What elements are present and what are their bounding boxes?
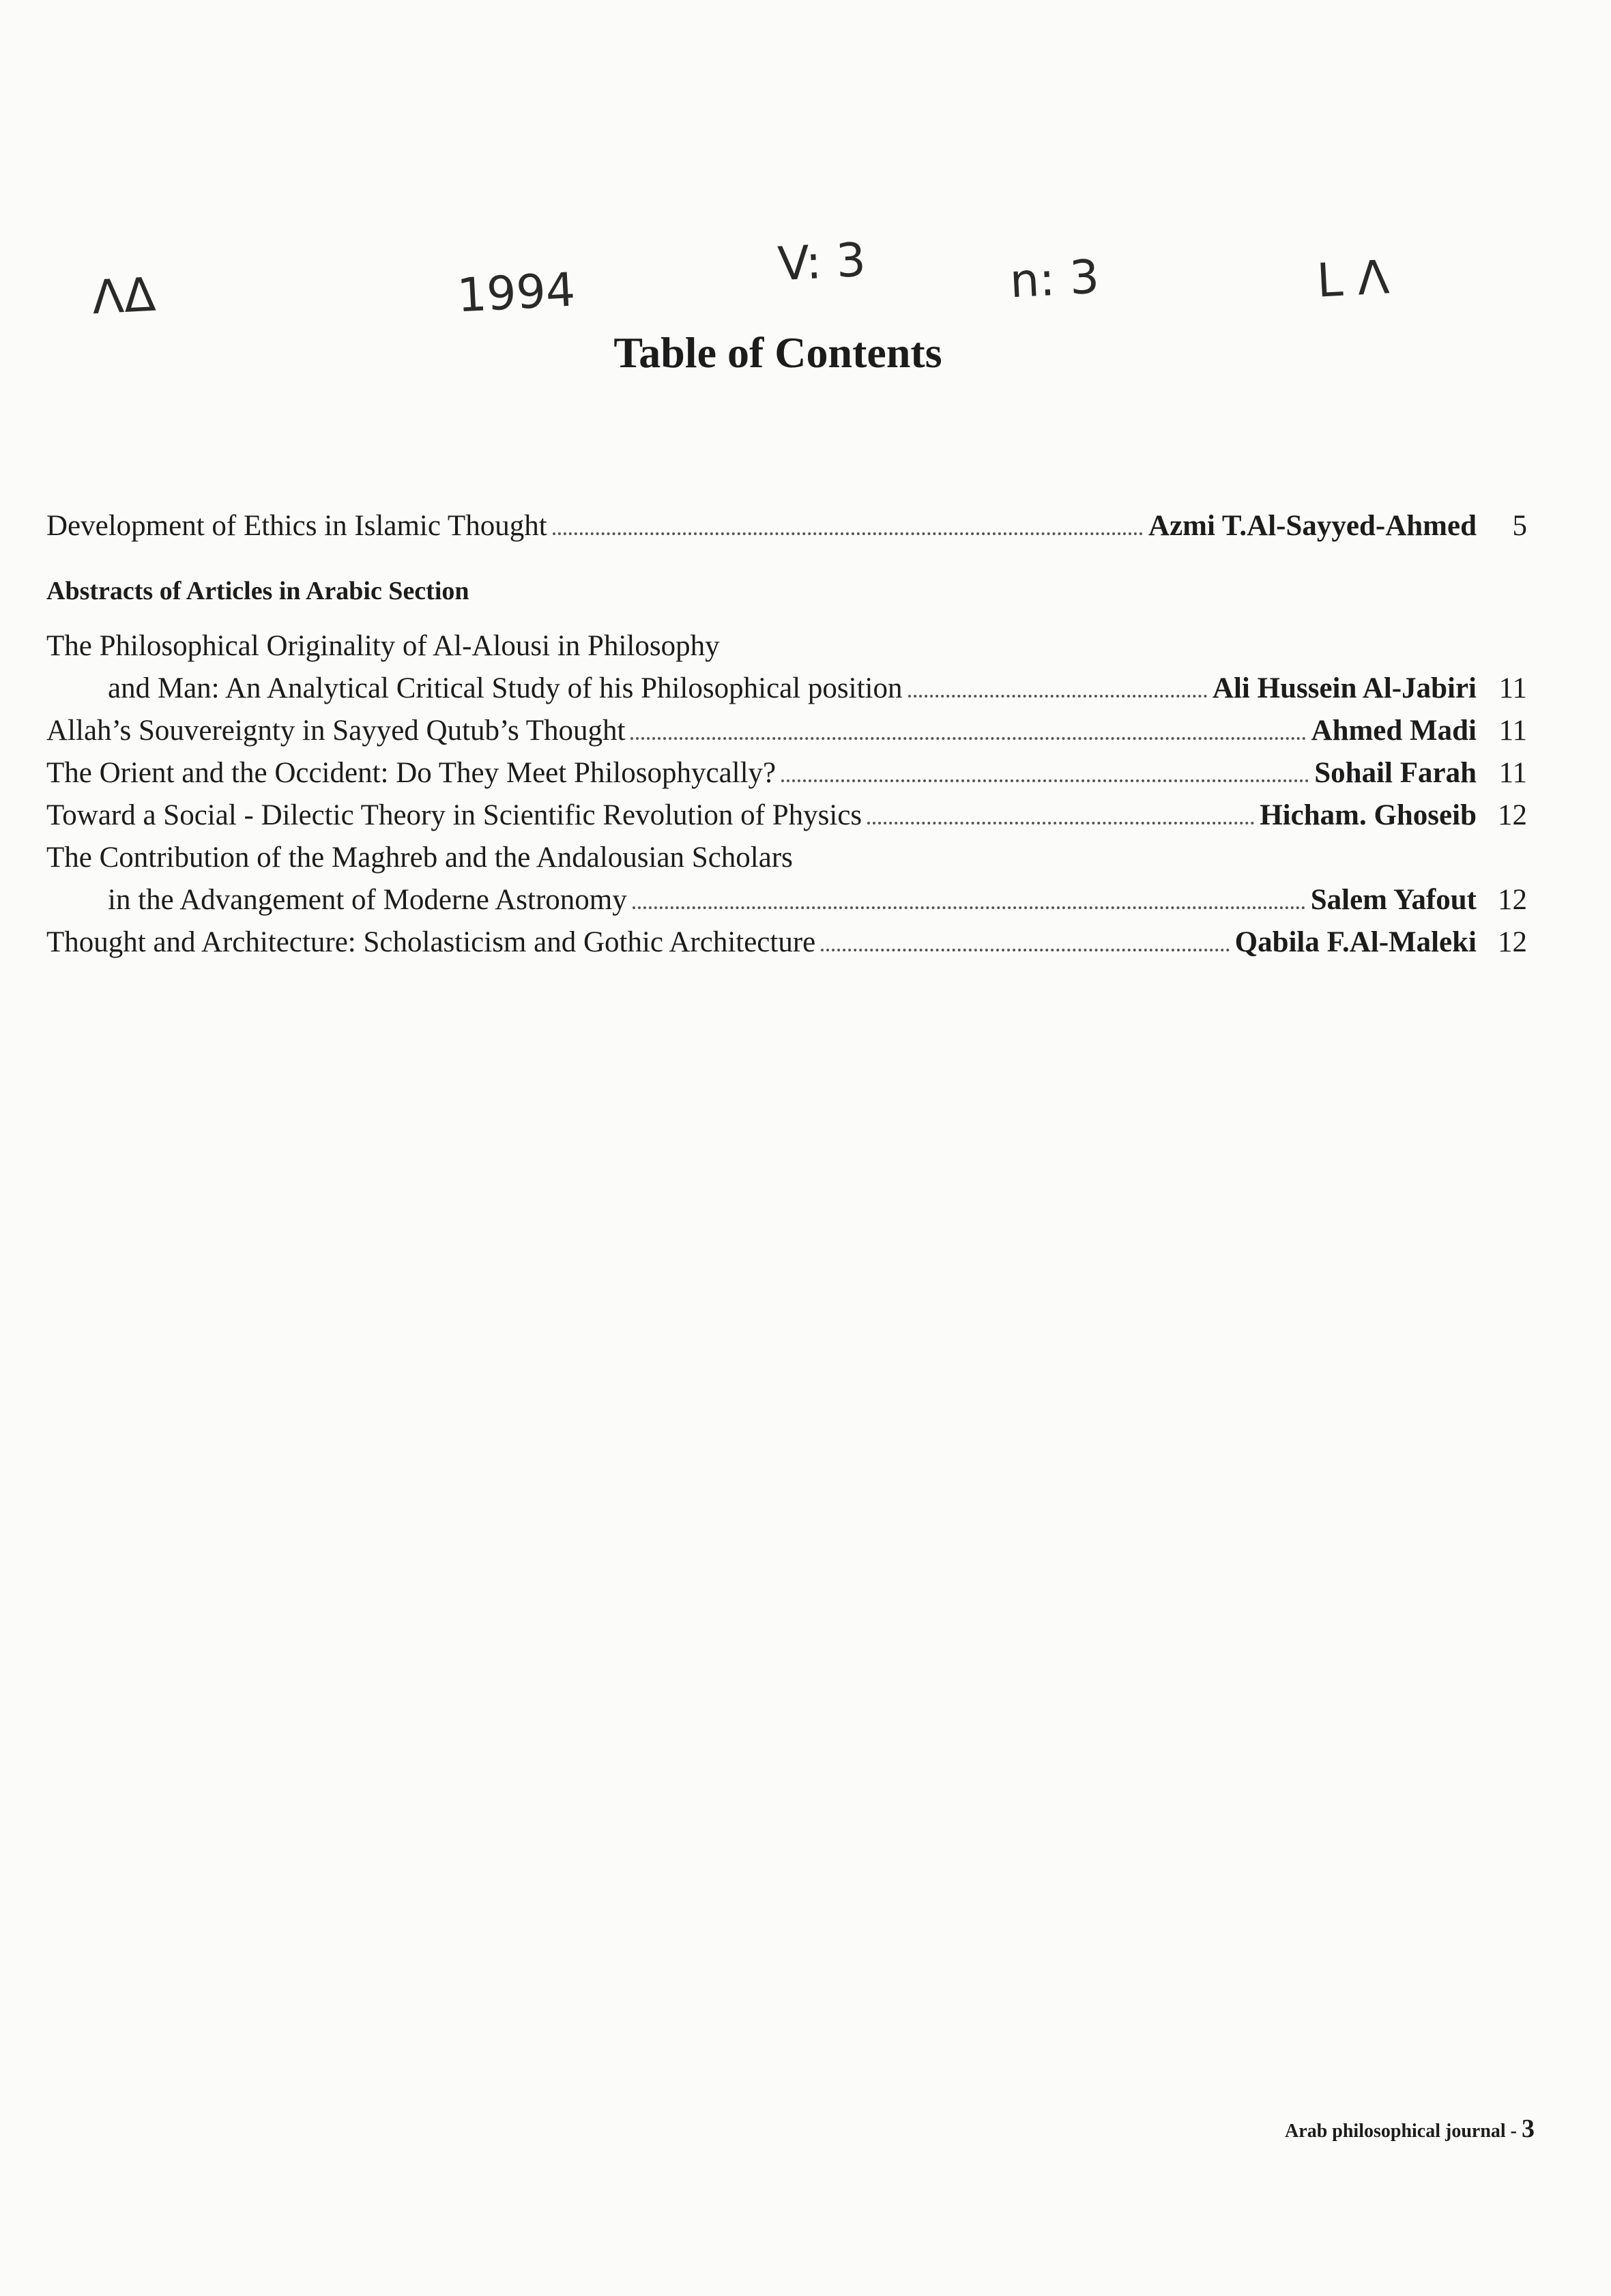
entry-title: Development of Ethics in Islamic Thought (46, 510, 547, 542)
toc-entry (46, 752, 1527, 794)
entry-author: Hicham. Ghoseib (1260, 799, 1477, 831)
table-of-contents (46, 505, 1527, 964)
handwritten-note-5: L Λ (1316, 250, 1391, 308)
entry-title: Toward a Social - Dilectic Theory in Scientific Revolution of Physics (46, 799, 862, 831)
entry-title: and Man: An Analytical Critical Study of his Philosophical position (108, 672, 903, 704)
page-title: Table of Contents (613, 328, 942, 377)
handwritten-note-1: ΛΔ (90, 268, 158, 326)
entry-page: 11 (1498, 672, 1527, 704)
entry-page: 12 (1498, 799, 1527, 831)
toc-entry (46, 710, 1527, 752)
entry-title-line: The Philosophical Originality of Al-Alousi in Philosophy (46, 630, 720, 662)
footer-page-number: 3 (1522, 2114, 1535, 2143)
leader-dots (821, 949, 1229, 951)
leader-dots (908, 695, 1207, 698)
handwritten-note-2: 1994 (456, 263, 577, 324)
entry-title: Allah’s Souvereignty in Sayyed Qutub’s Thought (46, 715, 626, 747)
entry-page: 5 (1512, 510, 1527, 542)
entry-title-line: The Contribution of the Maghreb and the Andalousian Scholars (46, 842, 793, 874)
leader-dots (630, 737, 1305, 740)
entry-author: Sohail Farah (1314, 757, 1477, 789)
entry-title: in the Advangement of Moderne Astronomy (108, 884, 627, 916)
leader-dots (867, 822, 1254, 824)
page-footer (1285, 2114, 1535, 2144)
entry-author: Ahmed Madi (1311, 715, 1477, 747)
handwritten-note-4: n: 3 (1008, 250, 1101, 309)
entry-author: Qabila F.Al-Maleki (1234, 926, 1477, 958)
entry-page: 12 (1498, 926, 1527, 958)
entry-page: 11 (1498, 757, 1527, 789)
entry-author: Ali Hussein Al-Jabiri (1212, 672, 1477, 704)
toc-entry (46, 879, 1527, 921)
toc-entry (46, 921, 1527, 964)
footer-journal: Arab philosophical journal - (1285, 2121, 1517, 2142)
entry-page: 11 (1498, 715, 1527, 747)
toc-entry (46, 668, 1527, 710)
handwritten-note-3: V: 3 (777, 233, 867, 292)
toc-entry (46, 505, 1527, 547)
section-heading: Abstracts of Articles in Arabic Section (46, 577, 469, 605)
entry-author: Azmi T.Al-Sayyed-Ahmed (1148, 510, 1477, 542)
entry-title: The Orient and the Occident: Do They Meet Philosophycally? (46, 757, 777, 789)
leader-dots (553, 532, 1143, 535)
entry-author: Salem Yafout (1310, 884, 1477, 916)
entry-page: 12 (1498, 884, 1527, 916)
entry-title: Thought and Architecture: Scholasticism and Gothic Architecture (46, 926, 816, 958)
toc-entry (46, 794, 1527, 837)
leader-dots (781, 779, 1309, 782)
leader-dots (633, 906, 1305, 909)
